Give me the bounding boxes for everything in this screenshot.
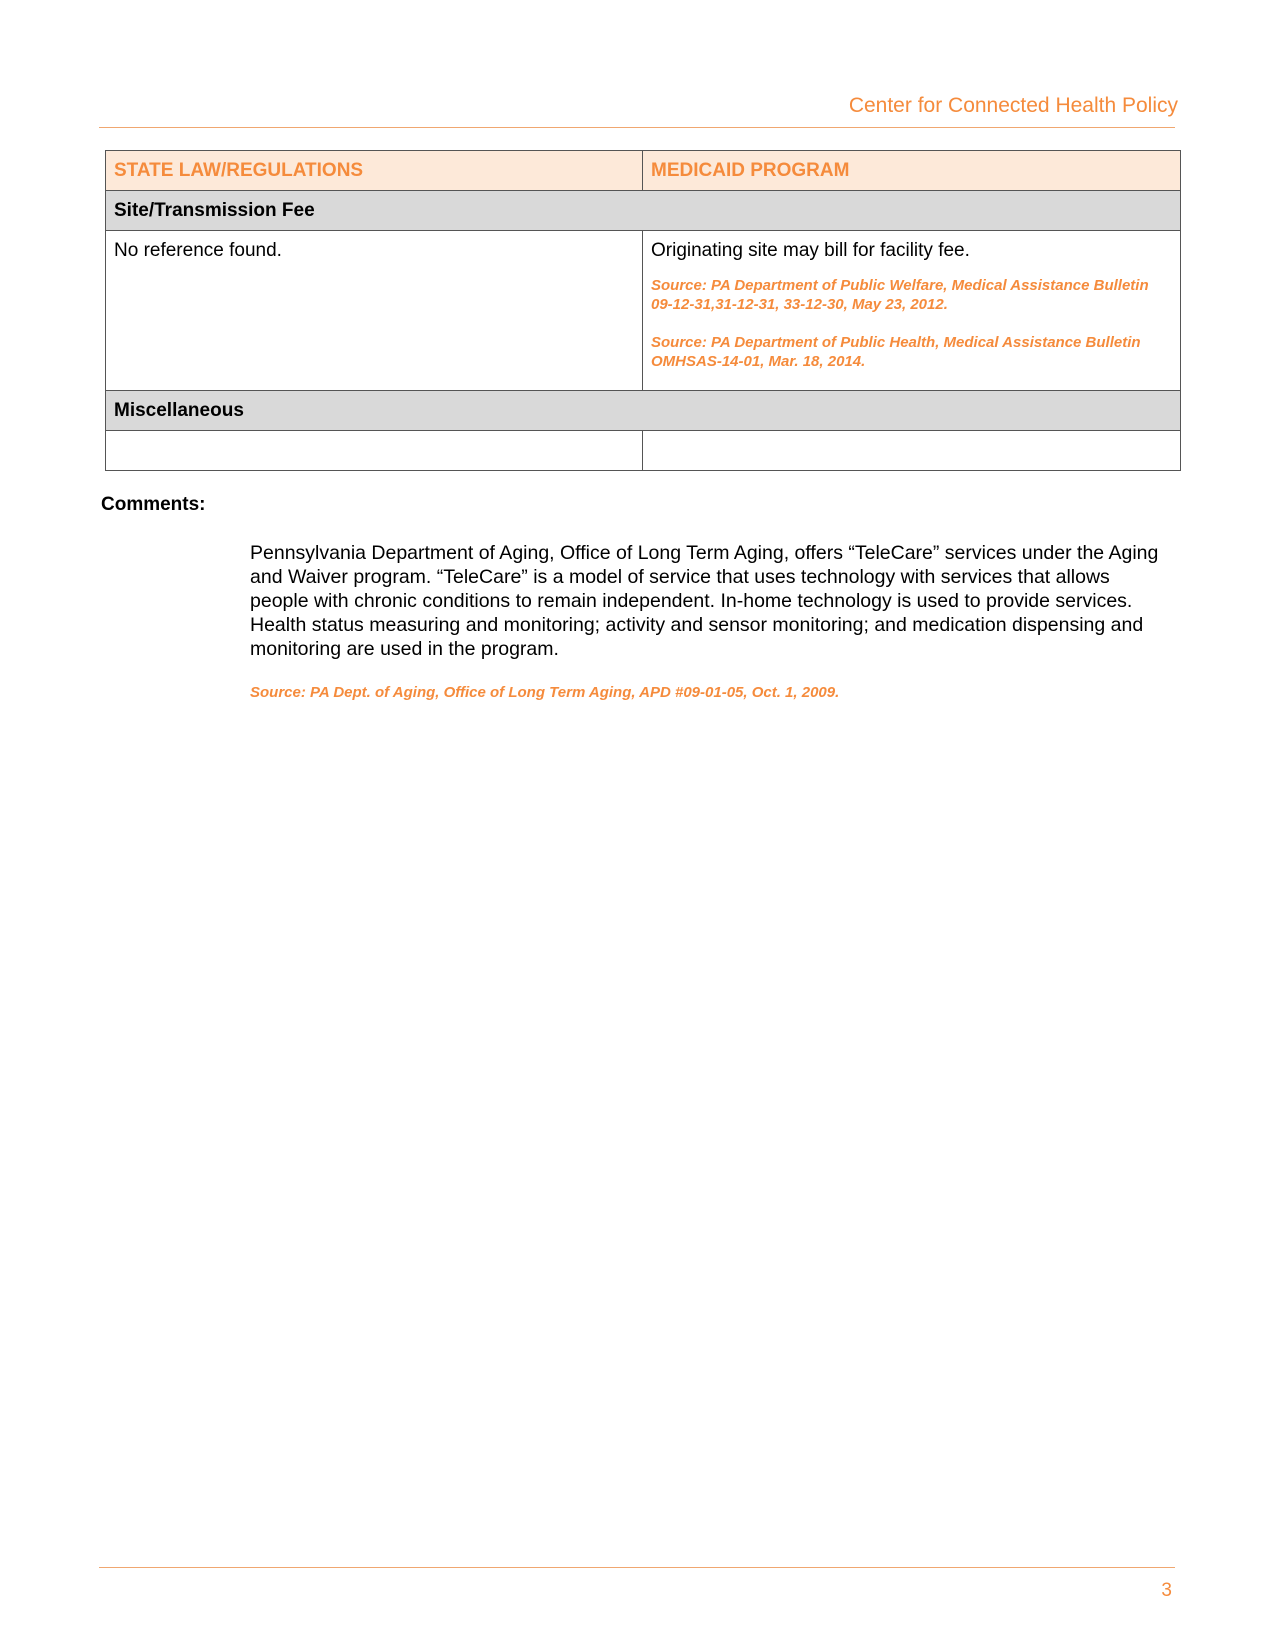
table-header-row (106, 151, 1181, 191)
comments-source-citation: Source: PA Dept. of Aging, Office of Long Term Aging, APD #09-01-05, Oct. 1, 2009. (250, 684, 840, 701)
page-number: 3 (1161, 1580, 1172, 1601)
medicaid-text: Originating site may bill for facility fee. (651, 240, 970, 261)
table-row (106, 231, 1181, 391)
header-title: Center for Connected Health Policy (848, 94, 1178, 117)
section-heading-site-fee: Site/Transmission Fee (106, 191, 1181, 231)
comments-label: Comments: (101, 494, 206, 515)
column-header-state-law: STATE LAW/REGULATIONS (106, 151, 643, 191)
state-law-cell (106, 431, 643, 471)
source-citation: Source: PA Department of Public Welfare, Medical Assistance Bulletin 09-12-31,31-12-31, 33-12-30, May 23, 2012. (651, 277, 1149, 313)
table-row (106, 431, 1181, 471)
section-heading-miscellaneous: Miscellaneous (106, 391, 1181, 431)
medicaid-cell (643, 231, 1181, 391)
comments-body: Pennsylvania Department of Aging, Office of Long Term Aging, offers “TeleCare” services under the Aging and Waiver program. “TeleCare” is a model of service that uses technology with services that allows people with chronic conditions to remain independent. In-home technology is used to provide services. Health status measuring and monitoring; activity and sensor monitoring; and medication dispensing and monitoring are used in the program. (250, 542, 1159, 660)
source-citation: Source: PA Department of Public Health, Medical Assistance Bulletin OMHSAS-14-01, Mar. 18, 2014. (651, 334, 1141, 370)
medicaid-cell (643, 431, 1181, 471)
section-row-miscellaneous (106, 391, 1181, 431)
footer-divider (99, 1567, 1175, 1568)
section-row-site-fee (106, 191, 1181, 231)
column-header-medicaid: MEDICAID PROGRAM (643, 151, 1181, 191)
header-divider (99, 127, 1175, 128)
state-law-cell: No reference found. (106, 231, 643, 391)
policy-table (105, 150, 1181, 471)
